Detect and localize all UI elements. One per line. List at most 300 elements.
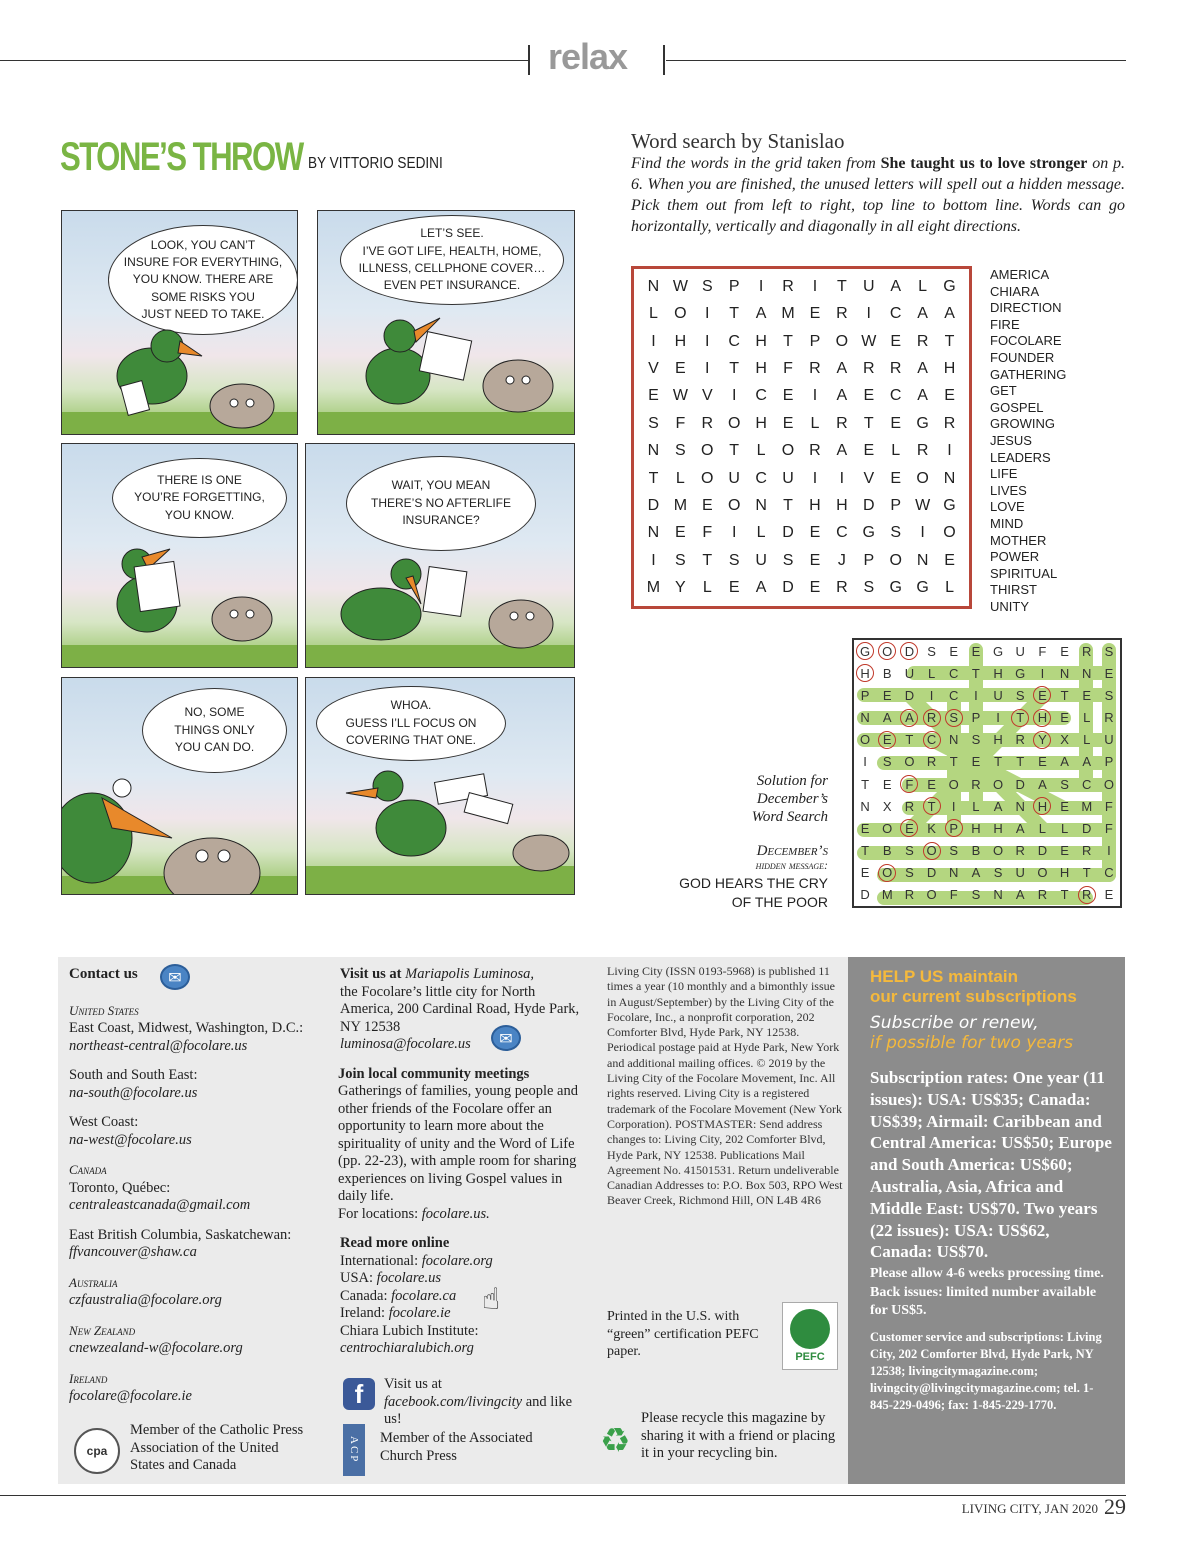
grid-letter[interactable]: E: [809, 305, 821, 323]
solution-letter: E: [927, 776, 936, 792]
solution-letter: S: [882, 754, 892, 770]
facebook-icon[interactable]: f: [343, 1378, 375, 1410]
grid-letter[interactable]: L: [756, 524, 766, 542]
cli-link[interactable]: centrochiaralubich.org: [340, 1340, 474, 1356]
grid-letter[interactable]: O: [943, 524, 956, 542]
solution-letter: D: [1082, 820, 1092, 836]
grid-letter[interactable]: L: [918, 277, 928, 295]
solution-letter: U: [993, 687, 1003, 703]
grid-letter[interactable]: I: [705, 359, 710, 377]
grid-letter[interactable]: T: [836, 277, 847, 295]
grid-letter[interactable]: H: [755, 414, 767, 432]
grid-letter[interactable]: O: [889, 551, 902, 569]
grid-letter[interactable]: R: [836, 579, 848, 597]
grid-letter[interactable]: L: [649, 305, 658, 323]
grid-letter[interactable]: A: [944, 305, 955, 323]
grid-letter[interactable]: I: [705, 305, 710, 323]
grid-letter[interactable]: N: [916, 551, 929, 569]
solution-letter: L: [1083, 732, 1091, 748]
west-region: West Coast:: [69, 1114, 139, 1130]
grid-letter[interactable]: I: [866, 305, 871, 323]
solution-letter: S: [905, 843, 914, 859]
bc-email-link[interactable]: ffvancouver@shaw.ca: [69, 1244, 197, 1260]
solution-letter: E: [949, 643, 959, 659]
grid-letter[interactable]: D: [863, 497, 875, 515]
header-rule-left: [0, 60, 528, 61]
grid-letter[interactable]: S: [782, 551, 794, 569]
grid-letter[interactable]: A: [917, 305, 928, 323]
ireland-email-link[interactable]: focolare@focolare.ie: [69, 1388, 192, 1404]
header-separator-left: [528, 45, 530, 75]
grid-letter[interactable]: S: [675, 442, 686, 460]
subscriptions-panel: [848, 957, 1125, 1484]
comic-panel-1: [61, 210, 298, 435]
solution-letter: H: [993, 820, 1003, 836]
comic-panel-4: [305, 443, 575, 668]
contact-heading: Contact us: [69, 966, 138, 982]
solution-letter: A: [1015, 820, 1025, 836]
grid-letter[interactable]: E: [809, 524, 821, 542]
word-list: [990, 267, 1066, 615]
speech-bubble: NO, SOME THINGS ONLY YOU CAN DO.: [142, 688, 287, 773]
grid-letter[interactable]: E: [890, 332, 902, 350]
solution-letter: B: [971, 843, 981, 859]
solution-letter: L: [1083, 710, 1091, 726]
processing-note: Please allow 4-6 weeks processing time. Back issues: limited number available for US$5.: [870, 1266, 1104, 1319]
ireland-label: Ireland: [69, 1370, 108, 1386]
word-list-item: UNITY: [990, 598, 1029, 614]
south-region: South and South East:: [69, 1067, 198, 1083]
grid-letter[interactable]: E: [944, 551, 955, 569]
grid-letter[interactable]: I: [731, 524, 737, 542]
customer-service: Customer service and subscriptions: Living City, 202 Comforter Blvd, Hyde Park, NY 12538; livingcitymagazine.com; livingcity@livingcitymagazine.com; tel. 1-845-229-0496; fax: 1-845-229-1770.: [870, 1329, 1102, 1412]
grid-letter[interactable]: E: [890, 414, 902, 432]
hidden-label-line: hidden message:: [755, 858, 828, 872]
grid-letter[interactable]: E: [890, 469, 902, 487]
grid-letter[interactable]: F: [675, 414, 686, 432]
grid-letter[interactable]: E: [809, 551, 821, 569]
solution-label-line: Word Search: [751, 809, 828, 825]
wordsearch-title: Word search by Stanislao: [631, 129, 845, 153]
solution-letter: I: [1040, 665, 1045, 681]
page-number: 29: [1104, 1494, 1126, 1519]
grid-letter[interactable]: I: [812, 469, 818, 487]
grid-letter[interactable]: L: [702, 579, 712, 597]
ireland-link[interactable]: focolare.ie: [388, 1305, 451, 1321]
solution-letter: E: [1031, 684, 1053, 706]
solution-letter: O: [926, 887, 937, 903]
comic-byline: BY VITTORIO SEDINI: [308, 155, 443, 172]
grid-letter[interactable]: S: [648, 414, 659, 432]
solution-letter: E: [882, 776, 892, 792]
solution-label-line: Solution for: [756, 773, 828, 789]
solution-letter: T: [920, 795, 942, 817]
grid-letter[interactable]: W: [861, 332, 877, 350]
solution-letter: D: [1037, 843, 1048, 859]
grid-letter[interactable]: O: [727, 414, 741, 432]
solution-letter: R: [971, 776, 981, 792]
cpa-logo: [74, 1428, 120, 1474]
solution-letter: E: [971, 754, 981, 770]
solution-letter: F: [1104, 798, 1113, 814]
grid-letter[interactable]: I: [839, 469, 845, 487]
grid-letter[interactable]: D: [782, 579, 794, 597]
new-zealand-email-link[interactable]: cnewzealand-w@focolare.org: [69, 1340, 243, 1356]
grid-letter[interactable]: I: [812, 277, 818, 295]
pointer-hand-icon: ☝: [482, 1282, 501, 1317]
section-title: relax: [548, 36, 628, 77]
solution-letter: R: [1015, 732, 1025, 748]
grid-letter[interactable]: M: [646, 579, 661, 597]
grid-letter[interactable]: T: [729, 359, 740, 377]
word-list-item: GATHERING: [990, 366, 1067, 382]
grid-letter[interactable]: A: [755, 305, 767, 323]
grid-letter[interactable]: C: [836, 524, 848, 542]
grid-letter[interactable]: C: [889, 305, 902, 323]
locations-label: For locations:: [338, 1205, 422, 1222]
usa-link[interactable]: focolare.us: [376, 1270, 441, 1286]
grid-letter[interactable]: H: [755, 332, 767, 350]
word-list-item: GOSPEL: [990, 399, 1044, 415]
solution-letter: E: [1104, 887, 1114, 903]
luminosa-email-link[interactable]: luminosa@focolare.us: [340, 1036, 471, 1052]
grid-letter[interactable]: T: [729, 305, 740, 323]
solution-letter: P: [1104, 754, 1114, 770]
canada-link[interactable]: focolare.ca: [391, 1287, 457, 1304]
grid-letter[interactable]: R: [782, 277, 794, 295]
grid-letter[interactable]: G: [916, 414, 929, 432]
grid-letter[interactable]: V: [701, 387, 713, 405]
solution-letter: E: [882, 687, 892, 703]
email-icon[interactable]: [160, 964, 190, 990]
locations-link[interactable]: focolare.us.: [421, 1205, 490, 1222]
word-list-item: DIRECTION: [990, 300, 1062, 316]
grid-letter[interactable]: E: [648, 387, 659, 405]
solution-letter: I: [996, 710, 1000, 726]
grid-letter[interactable]: R: [943, 414, 956, 432]
grid-letter[interactable]: T: [944, 332, 955, 350]
grid-letter[interactable]: L: [756, 442, 766, 460]
grid-letter[interactable]: A: [836, 359, 848, 377]
intl-link[interactable]: focolare.org: [421, 1252, 493, 1269]
solution-letter: T: [994, 754, 1003, 770]
solution-letter: T: [971, 665, 980, 681]
grid-letter[interactable]: E: [809, 579, 821, 597]
grid-letter[interactable]: H: [755, 359, 767, 377]
grid-letter[interactable]: N: [647, 524, 660, 542]
usa-label: USA:: [340, 1270, 377, 1286]
grid-letter[interactable]: U: [755, 551, 767, 569]
grid-letter[interactable]: S: [728, 551, 740, 569]
grid-letter[interactable]: F: [783, 359, 793, 377]
help-subheading: Subscribe or renew,: [870, 1013, 1039, 1033]
grid-letter[interactable]: I: [705, 332, 710, 350]
grid-letter[interactable]: C: [755, 469, 767, 487]
grid-letter[interactable]: H: [943, 359, 956, 377]
solution-letter: E: [1082, 687, 1092, 703]
grid-letter[interactable]: A: [836, 387, 848, 405]
solution-letter: E: [1104, 665, 1114, 681]
grid-letter[interactable]: G: [889, 579, 902, 597]
solution-letter: U: [904, 665, 915, 681]
help-subheading: if possible for two years: [870, 1033, 1074, 1053]
hidden-label-line: December’s: [756, 843, 828, 859]
solution-letter: S: [905, 865, 914, 881]
solution-letter: L: [927, 665, 936, 681]
solution-letter: F: [1104, 820, 1113, 836]
grid-letter[interactable]: A: [836, 442, 848, 460]
grid-letter[interactable]: I: [947, 442, 952, 460]
word-list-item: SPIRITUAL: [990, 565, 1058, 581]
grid-letter[interactable]: T: [648, 469, 659, 487]
visit-desc: the Focolare’s little city for North America, 200 Cardinal Road, Hyde Park, NY 12538: [340, 983, 580, 1035]
solution-letter: S: [1104, 687, 1114, 703]
canada-region: Toronto, Québec:: [69, 1179, 171, 1196]
solution-letter: U: [1104, 732, 1114, 748]
grid-letter[interactable]: S: [701, 277, 713, 295]
hidden-message-label: [756, 844, 828, 872]
grid-letter[interactable]: H: [674, 332, 687, 350]
comic-title: STONE’S THROW: [60, 135, 303, 179]
solution-letter: T: [949, 754, 958, 770]
solution-letter: D: [926, 865, 937, 881]
grid-letter[interactable]: N: [647, 277, 660, 295]
solution-letter: C: [949, 687, 959, 703]
grid-letter[interactable]: T: [783, 332, 793, 350]
solution-letter: H: [1059, 865, 1070, 881]
grid-letter[interactable]: O: [674, 305, 687, 323]
word-list-item: JESUS: [990, 432, 1032, 448]
grid-letter[interactable]: I: [651, 332, 656, 350]
grid-letter[interactable]: V: [648, 359, 659, 377]
solution-letter: M: [1081, 798, 1093, 814]
solution-letter: T: [1082, 865, 1091, 881]
solution-letter: I: [863, 754, 867, 770]
solution-letter: X: [882, 798, 892, 814]
solution-letter: N: [949, 732, 959, 748]
grid-letter[interactable]: S: [863, 579, 875, 597]
grid-letter[interactable]: T: [863, 414, 874, 432]
grid-letter[interactable]: R: [916, 332, 929, 350]
subscription-rates: Subscription rates: One year (11 issues): USA: US$35; Canada: US$39; Airmail: Caribbean and Central America: US$50; Europe and South America: US$60; Australia, Asia, Africa and Middle East: US$70. Two years (22 issues): USA: US$62, Canada: US$70.: [870, 1068, 1112, 1262]
grid-letter[interactable]: W: [672, 387, 688, 405]
solution-letter: A: [1038, 776, 1047, 792]
grid-letter[interactable]: I: [651, 551, 656, 569]
acp-logo: [343, 1424, 365, 1476]
solution-letter: S: [971, 732, 981, 748]
solution-letter: O: [860, 732, 871, 748]
grid-letter[interactable]: V: [863, 469, 875, 487]
grid-letter[interactable]: C: [728, 332, 740, 350]
solution-label-line: December’s: [756, 791, 828, 807]
bc-region: East British Columbia, Saskatchewan:: [69, 1226, 292, 1243]
grid-letter[interactable]: U: [782, 469, 794, 487]
solution-letter: C: [1082, 776, 1092, 792]
grid-letter[interactable]: H: [836, 497, 848, 515]
solution-letter: H: [971, 820, 981, 836]
grid-letter[interactable]: E: [863, 442, 875, 460]
grid-letter[interactable]: E: [863, 387, 875, 405]
grid-letter[interactable]: E: [782, 387, 794, 405]
grid-letter[interactable]: O: [701, 442, 714, 460]
solution-letter: R: [904, 887, 915, 903]
comic-panel-2: [317, 210, 575, 435]
grid-letter[interactable]: E: [675, 524, 686, 542]
grid-letter[interactable]: E: [944, 387, 955, 405]
grid-letter[interactable]: E: [728, 579, 740, 597]
solution-letter: K: [927, 820, 936, 836]
solution-letter: Y: [1031, 729, 1053, 751]
speech-bubble: THERE IS ONE YOU’RE FORGETTING, YOU KNOW.: [112, 458, 287, 538]
ireland-label: Ireland:: [340, 1305, 389, 1321]
solution-letter: S: [993, 865, 1003, 881]
grid-letter[interactable]: E: [782, 414, 794, 432]
grid-letter[interactable]: R: [863, 359, 875, 377]
solution-letter: T: [905, 732, 914, 748]
facebook-link[interactable]: facebook.com/livingcity: [384, 1393, 523, 1410]
grid-letter[interactable]: R: [916, 442, 929, 460]
grid-letter[interactable]: G: [943, 497, 956, 515]
solution-letter: E: [860, 865, 870, 881]
grid-letter[interactable]: U: [728, 469, 740, 487]
grid-letter[interactable]: N: [755, 497, 767, 515]
solution-letter: O: [1103, 776, 1114, 792]
grid-letter[interactable]: I: [920, 524, 925, 542]
grid-letter[interactable]: L: [891, 442, 901, 460]
grid-letter[interactable]: T: [729, 442, 740, 460]
grid-letter[interactable]: R: [701, 414, 714, 432]
grid-letter[interactable]: I: [731, 387, 737, 405]
grid-letter[interactable]: R: [809, 442, 821, 460]
grid-letter[interactable]: P: [728, 277, 740, 295]
grid-letter[interactable]: N: [647, 442, 660, 460]
cli-label: Chiara Lubich Institute:: [340, 1322, 479, 1339]
grid-letter[interactable]: A: [917, 387, 928, 405]
australia-label: Australia: [69, 1274, 118, 1290]
solution-letter: O: [948, 776, 959, 792]
grid-letter[interactable]: T: [702, 551, 713, 569]
grid-letter[interactable]: H: [809, 497, 821, 515]
west-email-link[interactable]: na-west@focolare.us: [69, 1131, 192, 1148]
grid-letter[interactable]: O: [835, 332, 849, 350]
east-email-link[interactable]: northeast-central@focolare.us: [69, 1037, 248, 1054]
grid-letter[interactable]: P: [809, 332, 821, 350]
solution-letter: N: [1059, 665, 1070, 681]
grid-letter[interactable]: L: [945, 579, 954, 597]
publisher-info: Living City (ISSN 0193-5968) is published 11 times a year (10 monthly and a bimonthly issue in August/September) by the Living City of the Focolare, Inc., a nonprofit corporation, 202 Comforter Blvd, Hyde Park, NY 12538. Periodical postage paid at Hyde Park, New York and additional mailing offices. © 2019 by the Living City of the Focolare Movement, Inc. All rights reserved. Living City is a registered trademark of the Focolare Movement (New York Corporation). POSTMASTER: Send address changes to: Living City, 202 Comforter Blvd, Hyde Park, NY 12538. Publications Mail Agreement No. 41501531. Return undeliverable Canadian Addresses to: P.O. Box 503, RPO West Beaver Creek, Richmond Hill, ON L4B 4R6: [607, 964, 843, 1208]
grid-letter[interactable]: M: [673, 497, 688, 515]
solution-letter: H: [854, 662, 876, 684]
help-heading: our current subscriptions: [870, 987, 1077, 1006]
solution-letter: E: [1060, 798, 1069, 814]
email-icon[interactable]: [491, 1025, 521, 1051]
grid-letter[interactable]: J: [837, 551, 846, 569]
grid-letter[interactable]: N: [943, 469, 956, 487]
grid-letter[interactable]: S: [675, 551, 686, 569]
solution-letter: E: [860, 820, 870, 836]
grid-letter[interactable]: A: [890, 277, 902, 295]
grid-letter[interactable]: Y: [675, 579, 686, 597]
grid-letter[interactable]: A: [917, 359, 928, 377]
grid-letter[interactable]: C: [889, 387, 902, 405]
grid-letter[interactable]: W: [915, 497, 931, 515]
grid-letter[interactable]: G: [943, 277, 956, 295]
solution-letter: B: [882, 843, 892, 859]
printed-note: Printed in the U.S. with “green” certification PEFC paper.: [607, 1309, 759, 1359]
grid-letter[interactable]: O: [781, 442, 795, 460]
word-list-item: FIRE: [990, 316, 1020, 332]
grid-letter[interactable]: S: [890, 524, 902, 542]
solution-letter: C: [1104, 865, 1114, 881]
word-list-item: LIVES: [990, 482, 1027, 498]
crow-illustration: [311, 554, 571, 664]
canada-label: Canada: [69, 1162, 107, 1177]
hidden-message-line: OF THE POOR: [731, 894, 828, 910]
speech-bubble: WHOA. GUESS I’LL FOCUS ON COVERING THAT ONE.: [316, 686, 506, 761]
solution-letter: T: [1009, 706, 1031, 728]
solution-letter: N: [860, 798, 870, 814]
solution-letter: T: [1060, 887, 1069, 903]
solution-letter: P: [943, 817, 965, 839]
grid-letter[interactable]: U: [863, 277, 875, 295]
grid-letter[interactable]: G: [862, 524, 875, 542]
grid-letter[interactable]: D: [647, 497, 660, 515]
grid-letter[interactable]: P: [890, 497, 902, 515]
grid-letter[interactable]: G: [916, 579, 929, 597]
solution-label: [752, 772, 828, 826]
crow-illustration: [328, 306, 568, 431]
solution-letter: C: [949, 665, 959, 681]
grid-letter[interactable]: I: [812, 387, 818, 405]
grid-letter[interactable]: O: [916, 469, 929, 487]
solution-letter: R: [904, 798, 915, 814]
grid-letter[interactable]: D: [782, 524, 794, 542]
canada-label: Canada:: [340, 1287, 392, 1304]
solution-letter: R: [1082, 843, 1092, 859]
grid-letter[interactable]: F: [702, 524, 713, 542]
speech-bubble: WAIT, YOU MEAN THERE’S NO AFTERLIFE INSURANCE?: [346, 456, 536, 551]
grid-letter[interactable]: R: [836, 305, 848, 323]
solution-letter: O: [993, 776, 1004, 792]
grid-letter[interactable]: A: [755, 579, 767, 597]
grid-letter[interactable]: L: [675, 469, 685, 487]
grid-letter[interactable]: I: [758, 277, 764, 295]
grid-letter[interactable]: O: [727, 497, 741, 515]
grid-letter[interactable]: L: [810, 414, 820, 432]
solution-letter: T: [861, 776, 870, 792]
grid-letter[interactable]: T: [783, 497, 793, 515]
word-list-item: MIND: [990, 515, 1024, 531]
grid-letter[interactable]: W: [672, 277, 688, 295]
grid-letter[interactable]: E: [675, 359, 686, 377]
australia-email-link[interactable]: czfaustralia@focolare.org: [69, 1292, 222, 1308]
solution-letter: R: [1104, 710, 1114, 726]
grid-letter[interactable]: R: [809, 359, 821, 377]
south-email-link[interactable]: na-south@focolare.us: [69, 1084, 198, 1101]
grid-letter[interactable]: M: [781, 305, 795, 323]
grid-letter[interactable]: E: [701, 497, 713, 515]
grid-letter[interactable]: R: [889, 359, 902, 377]
new-zealand-label: New Zealand: [69, 1322, 136, 1338]
solution-letter: G: [993, 643, 1004, 659]
visit-place: Mariapolis Luminosa,: [405, 966, 535, 982]
canada-email-link[interactable]: centraleastcanada@gmail.com: [69, 1197, 251, 1213]
grid-letter[interactable]: O: [701, 469, 714, 487]
grid-letter[interactable]: R: [836, 414, 848, 432]
solution-letter: A: [898, 706, 920, 728]
grid-letter[interactable]: P: [863, 551, 875, 569]
grid-letter[interactable]: C: [755, 387, 767, 405]
